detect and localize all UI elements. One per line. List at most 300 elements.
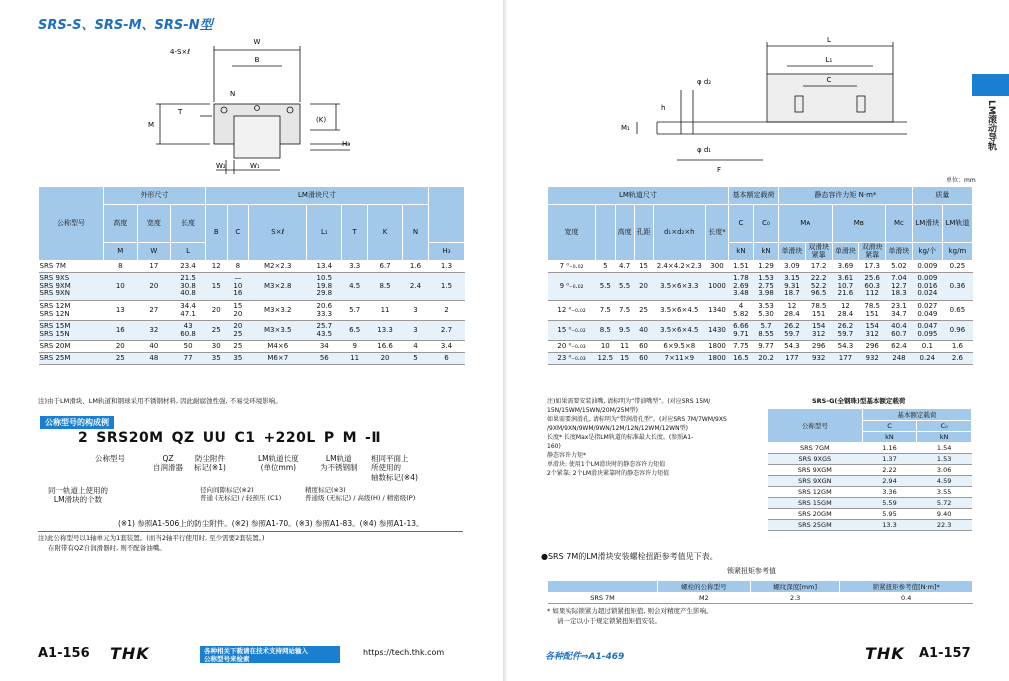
srsg-title: SRS-G(全钢珠)型基本额定载荷 [812, 397, 906, 405]
dim-label-f: F [717, 166, 722, 174]
cell-t: 6.5 [342, 321, 368, 341]
cell-max: 1430 [706, 321, 729, 341]
cell-d: 6×9.5×8 [653, 341, 706, 353]
cell-c0: 1.53 [917, 454, 972, 465]
th-single-c: 单滑块 [886, 243, 913, 261]
cell-l: 21.5 30.8 40.8 [171, 273, 206, 301]
th-n: N [402, 205, 428, 261]
torque-title: 锁紧扭矩参考值 [727, 567, 776, 575]
cell-n: 4 [402, 341, 428, 353]
cell-w1: 20 ⁰₋₀.₀₃ [548, 341, 596, 353]
cell-d: 2.4×4.2×2.3 [653, 261, 706, 273]
cell-mr: 2.6 [942, 353, 972, 365]
cell-c: 2.22 [862, 465, 917, 476]
cell-m1: 9.5 [615, 321, 634, 341]
dim-label-k: (K) [316, 116, 327, 124]
th-double-a: 双滑块 紧靠 [805, 243, 832, 261]
torque-note-2: 请一定以小于规定锁紧扭矩值安装。 [557, 617, 661, 625]
table-row [39, 321, 465, 341]
th-model: 公称型号 [39, 187, 104, 261]
cell-c0: 3.55 [917, 487, 972, 498]
table-row [39, 273, 465, 301]
th-single-a: 单滑块 [779, 243, 806, 261]
dim-label-h3: H₃ [342, 140, 351, 148]
code-part: QZ [171, 430, 195, 446]
table-row [548, 273, 973, 301]
refs-note: (※1) 参照A1-506上的防尘附件。(※2) 参照A1-70。(※3) 参照A1-83。(※4) 参照A1-13。 [118, 519, 424, 528]
cell-t: 4.5 [342, 273, 368, 301]
cell-c: 2.94 [862, 476, 917, 487]
cell-n: 3 [402, 301, 428, 321]
cell-model: SRS 20M [39, 341, 104, 353]
lbl-stainless: LM轨道 为不锈钢制 [320, 454, 358, 473]
th-lmblock: LM滑块 [912, 205, 942, 243]
cell-mb: 0.24 [912, 353, 942, 365]
cell-mb2: 296 [859, 341, 886, 353]
table-row [548, 321, 973, 341]
cell-h3: 1.3 [429, 261, 465, 273]
cell-m: SRS 7GM [768, 443, 863, 454]
cell-n: 2.4 [402, 273, 428, 301]
note-line: 2个紧靠: 2个LM滑块紧靠时的静态容许力矩值 [547, 470, 670, 477]
torque-th-torque: 锁紧扭矩参考值[N·m]* [840, 581, 973, 593]
cell-ma1: 26.2 59.7 [779, 321, 806, 341]
cell-max: 1340 [706, 301, 729, 321]
cell-model: SRS 9XS SRS 9XM SRS 9XN [39, 273, 104, 301]
cell-w2: 5 [596, 261, 616, 273]
th-height-r: 高度 [615, 205, 634, 261]
cell-h3: 2.7 [429, 321, 465, 341]
code-part: UU [202, 430, 227, 446]
srsg-th-kn1: kN [862, 432, 917, 443]
dim-label-c: C [826, 76, 832, 84]
cell-k: 6.7 [368, 261, 403, 273]
cell-mb1: 177 [832, 353, 859, 365]
cell-w: 27 [137, 301, 171, 321]
cell-c: 1.16 [862, 443, 917, 454]
cell-c: 1.37 [862, 454, 917, 465]
th-length: 长度 [171, 205, 206, 243]
cell-w2: 10 [596, 341, 616, 353]
cell-w: 17 [137, 261, 171, 273]
dim-label-l1: L₁ [825, 56, 833, 64]
dim-label-d2: φ d₂ [697, 78, 712, 86]
dim-label-b: B [254, 56, 260, 64]
cell-w1: 15 ⁰₋₀.₀₂ [548, 321, 596, 341]
cell-c0: 4.59 [917, 476, 972, 487]
th-static: 静态容许力矩 N·m* [779, 187, 913, 205]
cell-h3: 6 [429, 353, 465, 365]
torque-depth: 2.3 [750, 593, 840, 604]
table-row [548, 301, 973, 321]
cell-c: 5.59 [862, 498, 917, 509]
th-width: 宽度 [137, 205, 171, 243]
th-d1dh: d₁×d₂×h [653, 205, 706, 261]
table-row [39, 301, 465, 321]
lbl-model: 公称型号 [95, 454, 125, 463]
cell-mc: 5.02 [886, 261, 913, 273]
th-outer: 外形尺寸 [104, 187, 206, 205]
cell-mb: 0.047 0.095 [912, 321, 942, 341]
lbl-radial: 径向间隙标记(※2) 普通 (无标记) / 轻预压 (C1) [200, 486, 282, 503]
cell-c: 3.36 [862, 487, 917, 498]
cell-b: 15 [205, 273, 227, 301]
cell-mr: 0.96 [942, 321, 972, 341]
srsg-table [767, 408, 972, 531]
cross-section-drawing [140, 32, 380, 182]
options-link[interactable]: 各种配件⇒A1-469 [545, 652, 625, 662]
cell-max: 1800 [706, 353, 729, 365]
table-row [548, 261, 973, 273]
cell-k: 20 [368, 353, 403, 365]
cell-t: 11 [342, 353, 368, 365]
torque-note-1: * 如果实际锁紧力超过锁紧扭矩值, 则会对精度产生影响。 [547, 607, 713, 615]
lbl-accuracy: 精度标记(※3) 普通级 (无标记) / 高级(H) / 精密级(P) [305, 486, 416, 503]
srsg-th-c: C [862, 421, 917, 432]
code-part: -Ⅱ [365, 430, 382, 446]
lbl-blocks: 同一轨道上使用的 LM滑块的个数 [48, 486, 108, 505]
note-line: 160) [547, 443, 561, 450]
th-single-b: 单滑块 [832, 243, 859, 261]
cell-f: 60 [634, 341, 653, 353]
cell-m: SRS 12GM [768, 487, 863, 498]
cell-l: 43 60.8 [171, 321, 206, 341]
cell-c: 35 [227, 353, 249, 365]
cell-m1: 11 [615, 341, 634, 353]
cell-l1: 20.6 33.3 [307, 301, 342, 321]
cell-n: 1.6 [402, 261, 428, 273]
cell-max: 1000 [706, 273, 729, 301]
th-lmrail: LM轨道 [942, 205, 972, 243]
cell-c0: 9.77 [753, 341, 778, 353]
cell-m: 16 [104, 321, 138, 341]
cell-l1: 34 [307, 341, 342, 353]
right-page [507, 0, 1009, 681]
cell-c0: 5.72 [917, 498, 972, 509]
cell-mb1: 26.2 59.7 [832, 321, 859, 341]
cell-mc: 23.1 34.7 [886, 301, 913, 321]
dim-label-w2: W₂ [216, 162, 226, 170]
table-row [548, 353, 973, 365]
dim-label-t: T [178, 108, 183, 116]
cell-c: 20 25 [227, 321, 249, 341]
bottom-note-1: 注)此公称型号以1轴单元为1套装置。(而当2轴平行使用时, 至少需要2套装置。) [38, 534, 265, 542]
cell-l1: 13.4 [307, 261, 342, 273]
dim-label-4sl: 4-S×ℓ [170, 48, 191, 56]
cell-mr: 1.6 [942, 341, 972, 353]
cell-w: 40 [137, 341, 171, 353]
srsg-th-model: 公称型号 [768, 409, 863, 443]
cell-m: SRS 15GM [768, 498, 863, 509]
cell-ma2: 78.5 151 [805, 301, 832, 321]
cell-w2: 8.5 [596, 321, 616, 341]
cell-model: SRS 25M [39, 353, 104, 365]
cell-model: SRS 7M [39, 261, 104, 273]
th-basic: 基本额定载荷 [728, 187, 778, 205]
cell-c: 5.95 [862, 509, 917, 520]
note-line: 长度* 长度Max是指LM轨道的标准最大长度。(参照A1- [547, 434, 694, 441]
th-block: LM滑块尺寸 [205, 187, 428, 205]
right-notes [547, 397, 762, 478]
th-kg: kg/个 [912, 243, 942, 261]
dim-label-h: h [661, 104, 666, 112]
cell-c: 15 20 [227, 301, 249, 321]
cell-k: 8.5 [368, 273, 403, 301]
cell-c: 13.3 [862, 520, 917, 531]
cell-c0: 5.7 8.55 [753, 321, 778, 341]
srsg-th-kn2: kN [917, 432, 972, 443]
table-row [39, 353, 465, 365]
cell-h3: 3.4 [429, 341, 465, 353]
cell-ma2: 17.2 [805, 261, 832, 273]
dim-label-d1: φ d₁ [697, 146, 712, 154]
cell-f: 25 [634, 301, 653, 321]
cell-c0: 1.29 [753, 261, 778, 273]
cell-mb1: 54.3 [832, 341, 859, 353]
cell-c: 8 [227, 261, 249, 273]
code-part: 2 [78, 430, 89, 446]
cell-mb2: 78.5 151 [859, 301, 886, 321]
note-line: 单滑块: 使用1个LM滑块时的静态容许力矩值 [547, 461, 666, 468]
cell-mb1: 3.61 10.7 21.6 [832, 273, 859, 301]
th-b: B [205, 205, 227, 261]
cell-ma2: 22.2 52.2 96.5 [805, 273, 832, 301]
cell-w1: 23 ⁰₋₀.₀₃ [548, 353, 596, 365]
th-k: K [368, 205, 403, 261]
th-kn-1: kN [728, 243, 753, 261]
model-code [78, 430, 389, 446]
srsg-th-basic: 基本额定载荷 [862, 409, 971, 421]
cell-mb: 0.027 0.049 [912, 301, 942, 321]
cell-w1: 7 ⁰₋₀.₀₂ [548, 261, 596, 273]
th-c-r: C [728, 205, 753, 243]
cell-m1: 5.5 [615, 273, 634, 301]
section-title: 公称型号的构成例 [40, 416, 114, 429]
cell-l: 77 [171, 353, 206, 365]
torque-model: SRS 7M [548, 593, 658, 604]
cell-m: 20 [104, 341, 138, 353]
th-h3: H₃ [429, 243, 465, 261]
units-label: 单位：mm [946, 177, 976, 184]
th-l1: L₁ [307, 205, 342, 261]
cell-f: 20 [634, 273, 653, 301]
cell-t: 3.3 [342, 261, 368, 273]
table-row [768, 520, 972, 531]
code-part: +220L [263, 430, 316, 446]
cell-m1: 7.5 [615, 301, 634, 321]
cell-f: 60 [634, 353, 653, 365]
cell-mb2: 17.3 [859, 261, 886, 273]
cell-m: SRS 9XGM [768, 465, 863, 476]
th-unit-l: L [171, 243, 206, 261]
cell-c0: 3.06 [917, 465, 972, 476]
cell-b: 30 [205, 341, 227, 353]
side-tab-label: LM滚动导轨 [986, 100, 996, 151]
cell-m: 10 [104, 273, 138, 301]
note-line: /9XM/9XN/9WM/9WN/12M/12N/12WM/12WN型) [547, 425, 688, 432]
cell-w: 48 [137, 353, 171, 365]
cell-model: SRS 12M SRS 12N [39, 301, 104, 321]
cell-m: SRS 9XGN [768, 476, 863, 487]
cell-c0: 3.53 5.30 [753, 301, 778, 321]
thk-logo-left: THK [110, 644, 150, 663]
torque-value: 0.4 [840, 593, 973, 604]
cell-f: 15 [634, 261, 653, 273]
support-bar: 各种相关下载请在技术支持网站输入 公称型号来检索 [200, 646, 340, 663]
torque-heading: ●SRS 7M的LM滑块安装螺栓扭距参考值见下表。 [541, 552, 718, 561]
cell-c: 1.51 [728, 261, 753, 273]
cell-s: M3×3.5 [249, 321, 307, 341]
cell-c: 25 [227, 341, 249, 353]
cell-c: 4 5.82 [728, 301, 753, 321]
torque-th-depth: 螺纹深度[mm] [750, 581, 840, 593]
dim-label-m1: M₁ [621, 124, 630, 132]
note-line: 注)如果需要安装油嘴, 请标明为“带油嘴型”。(对应SRS 15M/ [547, 398, 711, 405]
cell-w: 20 [137, 273, 171, 301]
cell-w2: 5.5 [596, 273, 616, 301]
code-part: P [323, 430, 335, 446]
cell-d: 3.5×6×3.3 [653, 273, 706, 301]
th-kgm: kg/m [942, 243, 972, 261]
table-row [768, 443, 972, 454]
cell-l: 23.4 [171, 261, 206, 273]
th-unit-m: M [104, 243, 138, 261]
cell-mb: 0.1 [912, 341, 942, 353]
cell-mc: 62.4 [886, 341, 913, 353]
support-url[interactable]: https://tech.thk.com [363, 648, 445, 657]
cell-mc: 7.04 12.7 18.3 [886, 273, 913, 301]
table-row [768, 454, 972, 465]
cell-c: 6.66 9.71 [728, 321, 753, 341]
th-c0-r: C₀ [753, 205, 778, 243]
cell-mb1: 3.69 [832, 261, 859, 273]
th-kn-2: kN [753, 243, 778, 261]
cell-b: 35 [205, 353, 227, 365]
cell-c: 16.5 [728, 353, 753, 365]
cell-h3: 2 [429, 301, 465, 321]
page-number-right: A1-157 [919, 646, 971, 661]
srsg-th-c0: C₀ [917, 421, 972, 432]
cell-n: 3 [402, 321, 428, 341]
cell-w1: 12 ⁰₋₀.₀₂ [548, 301, 596, 321]
th-mb: Mʙ [832, 205, 886, 243]
cell-mc: 40.4 60.7 [886, 321, 913, 341]
table-row [768, 465, 972, 476]
note-line: 15N/15WM/15WN/20M/25M型) [547, 407, 638, 414]
code-part: M [342, 430, 358, 446]
cell-mr: 0.25 [942, 261, 972, 273]
cell-m1: 15 [615, 353, 634, 365]
table-row [768, 487, 972, 498]
cell-c0: 9.40 [917, 509, 972, 520]
cell-ma1: 54.3 [779, 341, 806, 353]
cell-w: 32 [137, 321, 171, 341]
lbl-qz: QZ 自润滑器 [153, 454, 183, 473]
lbl-same-plane: 相同平面上 所使用的 轴数标记(※4) [371, 454, 418, 482]
th-t: T [342, 205, 368, 261]
table-row [768, 509, 972, 520]
cell-c: — 10 16 [227, 273, 249, 301]
thk-logo-right: THK [865, 644, 905, 663]
cell-s: M6×7 [249, 353, 307, 365]
th-unit-w: W [137, 243, 171, 261]
cell-max: 300 [706, 261, 729, 273]
cell-mb1: 12 28.4 [832, 301, 859, 321]
th-length-r: 长度* [706, 205, 729, 261]
cell-c0: 20.2 [753, 353, 778, 365]
cell-mr: 0.65 [942, 301, 972, 321]
th-sl: S×ℓ [249, 205, 307, 261]
note-line: 静态容许力矩* [547, 452, 587, 459]
cell-t: 5.7 [342, 301, 368, 321]
cell-b: 12 [205, 261, 227, 273]
cell-m: 13 [104, 301, 138, 321]
cell-m: 25 [104, 353, 138, 365]
cell-d: 7×11×9 [653, 353, 706, 365]
cell-c0: 1.54 [917, 443, 972, 454]
cell-w1: 9 ⁰₋₀.₀₂ [548, 273, 596, 301]
cell-c: 7.75 [728, 341, 753, 353]
cell-m: SRS 25GM [768, 520, 863, 531]
cell-t: 9 [342, 341, 368, 353]
cell-m: SRS 9XGS [768, 454, 863, 465]
dim-label-w1: W₁ [250, 162, 260, 170]
right-spec-table [547, 186, 973, 365]
cell-mc: 248 [886, 353, 913, 365]
dim-label-w: W [253, 38, 261, 46]
cell-h3: 1.5 [429, 273, 465, 301]
side-view-drawing [617, 30, 917, 180]
cell-k: 13.3 [368, 321, 403, 341]
cell-ma1: 3.09 [779, 261, 806, 273]
cell-d: 3.5×6×4.5 [653, 301, 706, 321]
th-height: 高度 [104, 205, 138, 243]
cell-s: M3×3.2 [249, 301, 307, 321]
th-width-r: 宽度 [548, 205, 596, 261]
cell-f: 40 [634, 321, 653, 341]
page-number-left: A1-156 [38, 646, 90, 661]
cell-ma2: 296 [805, 341, 832, 353]
table-row [39, 341, 465, 353]
cell-model: SRS 15M SRS 15N [39, 321, 104, 341]
code-part: C1 [234, 430, 256, 446]
cell-m: 8 [104, 261, 138, 273]
cell-ma2: 154 312 [805, 321, 832, 341]
lbl-uu: 防尘附件 标记(※1) [194, 454, 226, 473]
dim-label-l: L [827, 36, 831, 44]
cell-l1: 10.5 19.8 29.8 [307, 273, 342, 301]
cell-s: M2×2.3 [249, 261, 307, 273]
bottom-note-2: 在附带有QZ自润滑器时, 则不配备油嘴。 [48, 544, 166, 552]
page-title: SRS-S、SRS-M、SRS-N型 [38, 18, 213, 33]
cell-m1: 4.7 [615, 261, 634, 273]
cell-l: 50 [171, 341, 206, 353]
cell-mb2: 154 312 [859, 321, 886, 341]
table-row [548, 341, 973, 353]
side-tab [972, 74, 1009, 96]
torque-th-model: 螺栓的公称型号 [658, 581, 751, 593]
cell-k: 16.6 [368, 341, 403, 353]
cell-mb2: 25.6 60.3 112 [859, 273, 886, 301]
cell-mb2: 932 [859, 353, 886, 365]
cell-b: 25 [205, 321, 227, 341]
cell-ma2: 932 [805, 353, 832, 365]
th-ma: Mᴀ [779, 205, 833, 243]
cell-ma1: 12 28.4 [779, 301, 806, 321]
dim-label-n: N [230, 90, 236, 98]
cell-s: M3×2.8 [249, 273, 307, 301]
th-pitch: 孔距 [634, 205, 653, 261]
